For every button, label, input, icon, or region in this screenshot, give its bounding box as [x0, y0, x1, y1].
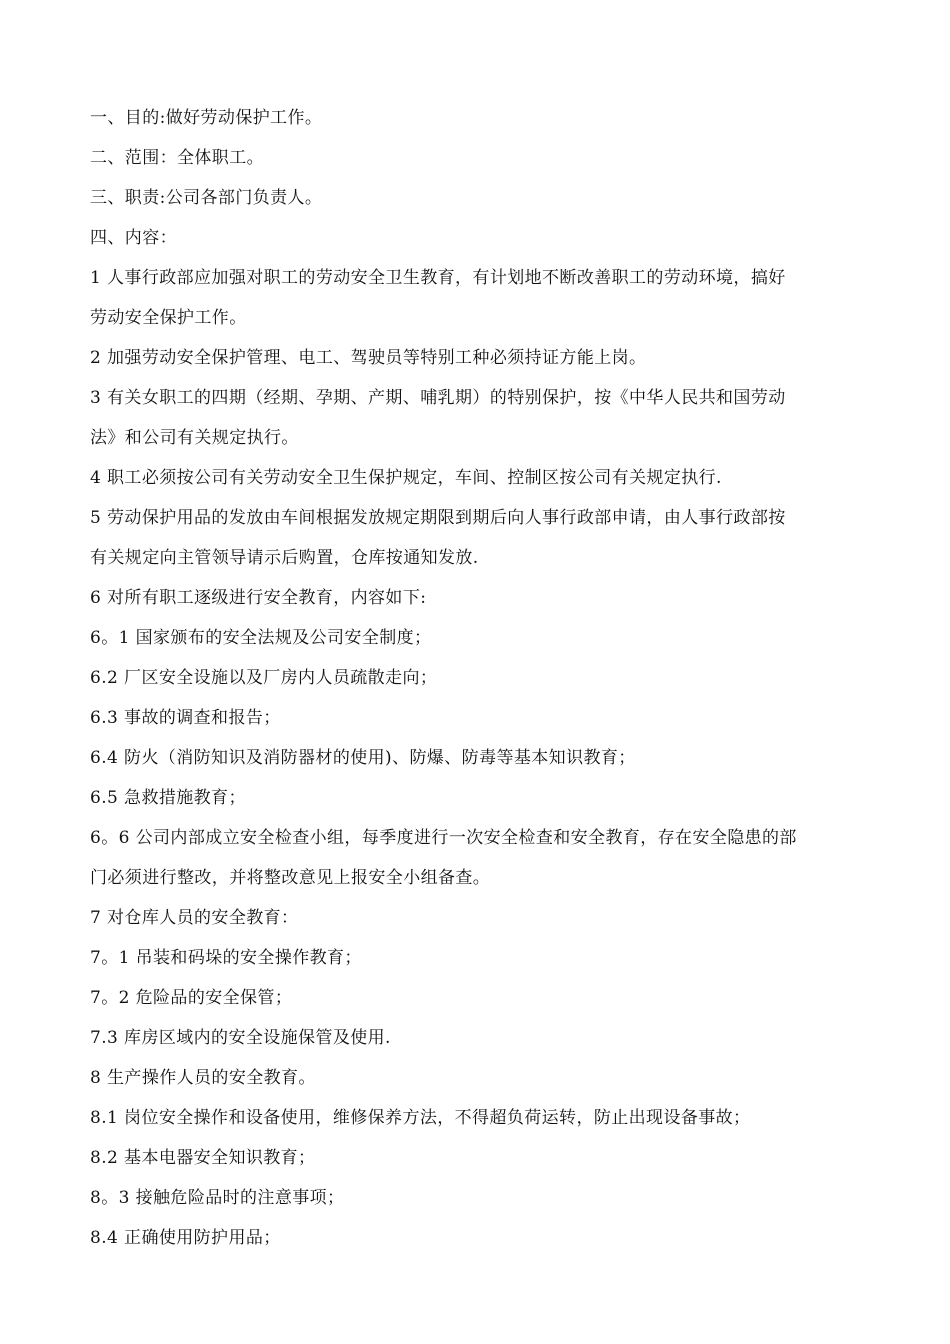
text-line: 6.3 事故的调查和报告； [90, 708, 281, 728]
text-line: 5 劳动保护用品的发放由车间根据发放规定期限到期后向人事行政部申请，由人事行政部按 [90, 508, 786, 528]
text-line: 6。1 国家颁布的安全法规及公司安全制度； [90, 628, 432, 648]
text-line: 有关规定向主管领导请示后购置，仓库按通知发放. [90, 548, 479, 568]
text-line: 3 有关女职工的四期（经期、孕期、产期、哺乳期）的特别保护，按《中华人民共和国劳动 [90, 388, 786, 408]
text-line: 6.2 厂区安全设施以及厂房内人员疏散走向； [90, 668, 438, 688]
text-line: 8。3 接触危险品时的注意事项； [90, 1188, 345, 1208]
text-line: 三、职责:公司各部门负责人。 [90, 188, 323, 208]
text-line: 门必须进行整改，并将整改意见上报安全小组备查。 [90, 868, 491, 888]
text-line: 2 加强劳动安全保护管理、电工、驾驶员等特别工种必须持证方能上岗。 [90, 348, 647, 368]
text-line: 四、内容： [90, 228, 177, 248]
text-line: 7.3 库房区域内的安全设施保管及使用. [90, 1028, 391, 1048]
text-line: 二、范围：全体职工。 [90, 148, 264, 168]
text-line: 7。2 危险品的安全保管； [90, 988, 293, 1008]
text-line: 7。1 吊装和码垛的安全操作教育； [90, 948, 362, 968]
text-line: 8.1 岗位安全操作和设备使用，维修保养方法，不得超负荷运转，防止出现设备事故； [90, 1108, 751, 1128]
text-line: 8.2 基本电器安全知识教育； [90, 1148, 316, 1168]
text-line: 一、目的:做好劳动保护工作。 [90, 108, 323, 128]
text-line: 法》和公司有关规定执行。 [90, 428, 299, 448]
text-line: 4 职工必须按公司有关劳动安全卫生保护规定，车间、控制区按公司有关规定执行. [90, 468, 722, 488]
text-line: 6.4 防火（消防知识及消防器材的使用)、防爆、防毒等基本知识教育； [90, 748, 636, 768]
text-line: 6。6 公司内部成立安全检查小组，每季度进行一次安全检查和安全教育，存在安全隐患的部 [90, 828, 797, 848]
document-body [90, 98, 870, 1258]
text-line: 8 生产操作人员的安全教育。 [90, 1068, 316, 1088]
text-line: 6 对所有职工逐级进行安全教育，内容如下: [90, 588, 427, 608]
text-line: 劳动安全保护工作。 [90, 308, 247, 328]
text-line: 1 人事行政部应加强对职工的劳动安全卫生教育，有计划地不断改善职工的劳动环境，搞好 [90, 268, 786, 288]
text-line: 6.5 急救措施教育； [90, 788, 246, 808]
text-line: 8.4 正确使用防护用品； [90, 1228, 281, 1248]
text-line: 7 对仓库人员的安全教育： [90, 908, 299, 928]
